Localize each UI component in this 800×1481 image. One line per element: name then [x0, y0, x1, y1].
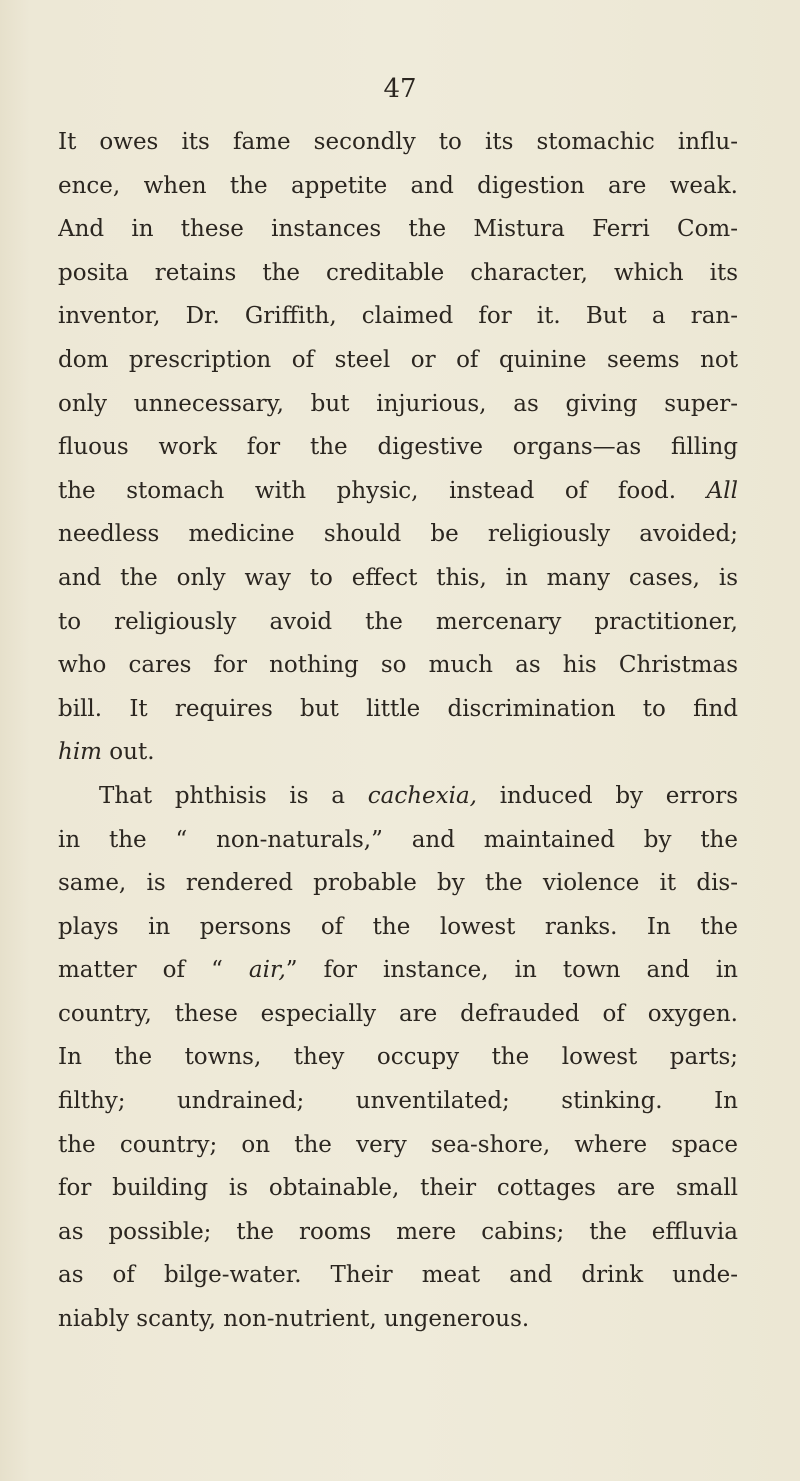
text-line [58, 688, 738, 732]
text-run: country, these especially are defrauded of oxygen. [58, 1000, 738, 1027]
text-run: as of bilge-water. Their meat and drink unde- [58, 1262, 738, 1289]
text-line [58, 906, 738, 950]
text-line [58, 1080, 738, 1124]
text-run: It owes its fame secondly to its stomachic influ- [58, 129, 738, 155]
text-line [58, 383, 738, 427]
text-line [58, 1211, 738, 1255]
text-run: That phthisis is a [99, 782, 368, 809]
text-run: and the only way to effect this, in many cases, is [58, 564, 738, 591]
text-run: needless medicine should be religiously avoided; [58, 521, 738, 548]
text-run: inventor, Dr. Griffith, claimed for it. But a ran- [58, 303, 738, 330]
text-line [58, 644, 738, 688]
text-run: induced by errors [476, 782, 738, 809]
text-line [58, 1124, 738, 1168]
text-run: bill. It requires but little discrimination to find [58, 695, 738, 722]
text-run: same, is rendered probable by the violence it dis- [58, 870, 738, 897]
text-line [58, 252, 738, 296]
text-line [58, 819, 738, 863]
text-line [58, 426, 738, 470]
text-line [58, 339, 738, 383]
text-run: matter of “ [58, 957, 249, 984]
text-run: only unnecessary, but injurious, as giving super- [58, 390, 738, 417]
text-line [58, 731, 738, 775]
text-run: for building is obtainable, their cottages are small [58, 1175, 738, 1202]
text-line [58, 557, 738, 601]
italic-text: air, [248, 957, 286, 984]
italic-text: cachexia, [367, 782, 477, 809]
text-run: And in these instances the Mistura Ferri Com- [58, 216, 738, 243]
text-line [58, 775, 738, 819]
text-line [58, 601, 738, 645]
text-line [58, 470, 738, 514]
text-run: In the towns, they occupy the lowest parts; [58, 1044, 738, 1071]
text-run: the country; on the very sea-shore, where space [58, 1131, 738, 1158]
text-run: niably scanty, non-nutrient, ungenerous. [58, 1306, 530, 1333]
text-line [58, 165, 738, 209]
text-run: the stomach with physic, instead of food. [58, 477, 707, 504]
text-line [58, 1254, 738, 1298]
italic-text: him [58, 739, 102, 766]
text-line [58, 993, 738, 1037]
text-run: fluous work for the digestive organs—as filling [58, 434, 738, 461]
text-line [58, 1167, 738, 1211]
text-line [58, 208, 738, 252]
text-run: dom prescription of steel or of quinine seems not [58, 346, 738, 373]
text-run: out. [101, 739, 155, 766]
text-run: to religiously avoid the mercenary practitioner, [58, 608, 738, 635]
text-line [58, 1036, 738, 1080]
text-run: ence, when the appetite and digestion are weak. [58, 172, 738, 199]
text-line [58, 862, 738, 906]
text-run: plays in persons of the lowest ranks. In the [58, 913, 738, 940]
text-run: as possible; the rooms mere cabins; the effluvia [58, 1218, 738, 1245]
text-line [58, 121, 738, 165]
text-line [58, 1298, 738, 1342]
text-run: posita retains the creditable character, which its [58, 259, 738, 286]
italic-text: All [706, 477, 738, 504]
text-line [58, 295, 738, 339]
text-run: in the “ non-naturals,” and maintained by the [58, 826, 738, 853]
body-text [58, 121, 738, 1342]
text-line [58, 513, 738, 557]
text-line [58, 949, 738, 993]
text-run: ” for instance, in town and in [285, 957, 738, 984]
text-run: who cares for nothing so much as his Christmas [58, 652, 738, 679]
text-run: filthy; undrained; unventilated; stinking. In [58, 1088, 738, 1115]
page-number: 47 [383, 74, 417, 104]
